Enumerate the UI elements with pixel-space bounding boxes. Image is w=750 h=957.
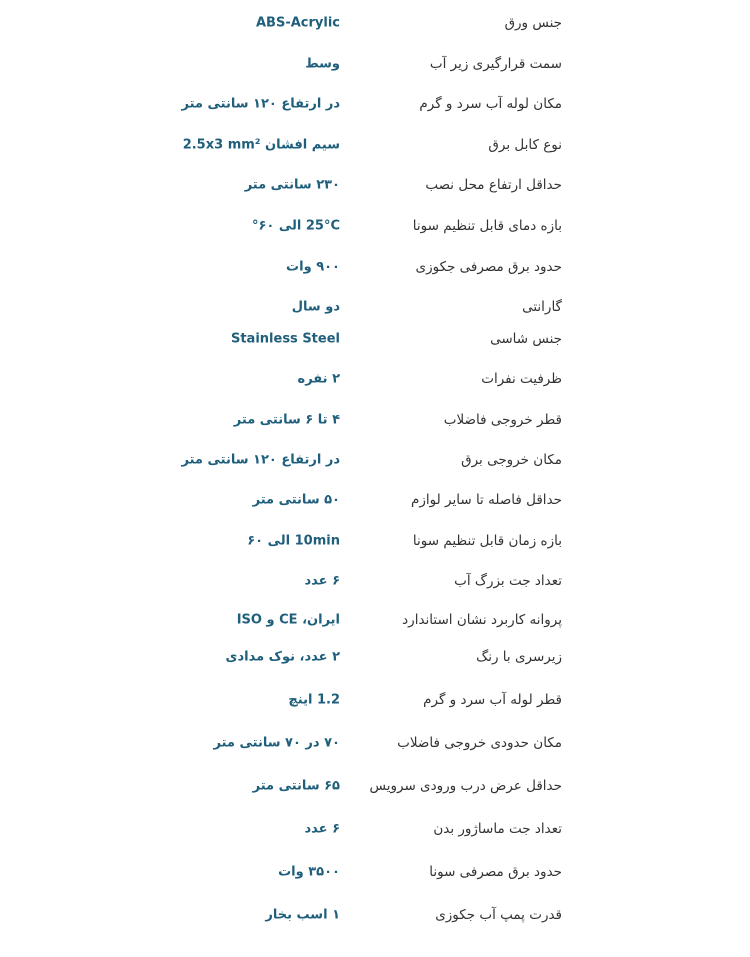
spec-label: پروانه کاربرد نشان استاندارد (402, 612, 562, 628)
spec-value: ۱ اسب بخار (265, 907, 340, 923)
spec-value: در ارتفاع ۱۲۰ سانتی متر (181, 96, 340, 112)
spec-label: حدود برق مصرفی سونا (429, 864, 562, 880)
spec-label: گارانتی (522, 299, 562, 315)
spec-row (0, 485, 750, 515)
spec-label: مکان لوله آب سرد و گرم (419, 96, 562, 112)
spec-value: ۵۰ سانتی متر (252, 492, 340, 508)
spec-row (0, 685, 750, 715)
spec-value: ۷۰ در ۷۰ سانتی متر (213, 735, 340, 751)
spec-value: 1.2 اینچ (288, 692, 340, 708)
spec-label: حداقل فاصله تا سایر لوازم (411, 492, 562, 508)
spec-row (0, 170, 750, 200)
spec-label: زیرسری با رنگ (476, 649, 562, 665)
spec-row (0, 49, 750, 79)
spec-row (0, 405, 750, 435)
spec-row (0, 89, 750, 119)
spec-row (0, 292, 750, 322)
spec-value: 10min الی ۶۰ (247, 533, 340, 549)
spec-value: Stainless Steel (230, 331, 340, 347)
spec-label: جنس ورق (504, 15, 562, 31)
spec-label: تعداد جت بزرگ آب (454, 573, 562, 589)
spec-label: قدرت پمپ آب جکوزی (435, 907, 562, 923)
spec-value: وسط (305, 56, 340, 72)
spec-row (0, 445, 750, 475)
spec-row (0, 900, 750, 930)
spec-row (0, 8, 750, 38)
spec-row (0, 252, 750, 282)
spec-value: دو سال (291, 299, 340, 315)
spec-value: ۲ عدد، نوک مدادی (225, 649, 340, 665)
spec-value: ۶ عدد (304, 821, 340, 837)
spec-row (0, 526, 750, 556)
spec-value: ۶ عدد (304, 573, 340, 589)
spec-row (0, 566, 750, 596)
spec-label: مکان حدودی خروجی فاضلاب (397, 735, 562, 751)
spec-value: سیم افشان 2.5x3 mm² (182, 137, 340, 153)
spec-row (0, 771, 750, 801)
spec-label: حداقل ارتفاع محل نصب (425, 177, 562, 193)
spec-label: مکان خروجی برق (461, 452, 562, 468)
spec-row (0, 857, 750, 887)
spec-value: ۲ نفره (297, 371, 340, 387)
spec-value: ۹۰۰ وات (286, 259, 340, 275)
spec-row (0, 211, 750, 241)
spec-value: ۴ تا ۶ سانتی متر (233, 412, 340, 428)
spec-label: تعداد جت ماساژور بدن (433, 821, 562, 837)
spec-label: حدود برق مصرفی جکوزی (415, 259, 562, 275)
spec-row (0, 814, 750, 844)
spec-row (0, 728, 750, 758)
spec-label: سمت قرارگیری زیر آب (429, 56, 562, 72)
spec-row (0, 364, 750, 394)
spec-label: قطر لوله آب سرد و گرم (423, 692, 562, 708)
spec-label: حداقل عرض درب ورودی سرویس (369, 778, 562, 794)
spec-value: ایران، CE و ISO (236, 612, 340, 628)
spec-value: ۲۳۰ سانتی متر (244, 177, 340, 193)
spec-row (0, 130, 750, 160)
spec-value: ABS-Acrylic (256, 15, 340, 31)
spec-value: ۶۵ سانتی متر (252, 778, 340, 794)
spec-value: 25°C الی ۶۰° (251, 218, 340, 234)
spec-label: نوع کابل برق (488, 137, 562, 153)
spec-row (0, 605, 750, 635)
spec-label: جنس شاسی (490, 331, 562, 347)
spec-label: ظرفیت نفرات (481, 371, 562, 387)
spec-label: بازه زمان قابل تنظیم سونا (412, 533, 562, 549)
spec-row (0, 642, 750, 672)
spec-label: قطر خروجی فاضلاب (443, 412, 562, 428)
spec-value: در ارتفاع ۱۲۰ سانتی متر (181, 452, 340, 468)
spec-row (0, 324, 750, 354)
spec-value: ۳۵۰۰ وات (278, 864, 340, 880)
spec-label: بازه دمای قابل تنظیم سونا (412, 218, 562, 234)
